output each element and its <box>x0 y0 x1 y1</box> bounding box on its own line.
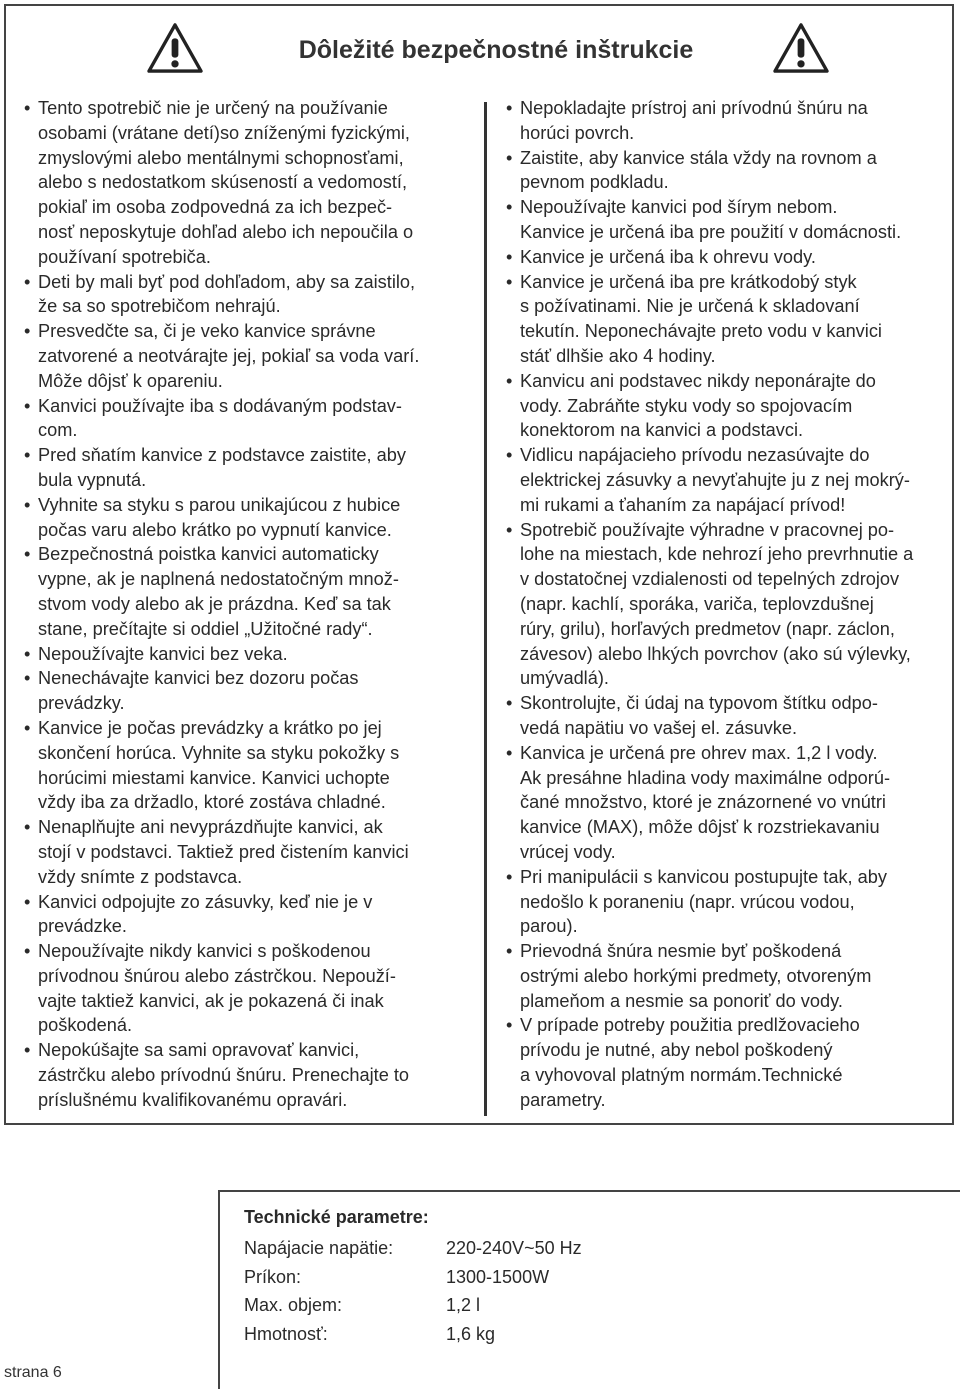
tech-param-row <box>244 1295 582 1324</box>
instruction-text: Tento spotrebič nie je určený na používanie osobami (vrátane detí)so zníženými fyzickými, zmyslovými alebo mentálnymi schopnosťami, alebo s nedostatkom skúseností a vedomostí, pokiaľ im osoba zodpovedná za ich bezpeč- nosť neposkytuje dohľad alebo ich nepoučila o používaní spotrebiča. <box>38 98 414 267</box>
instruction-text: Kanvici odpojujte zo zásuvky, keď nie je v prevádzke. <box>38 891 373 937</box>
instruction-text: Zaistite, aby kanvice stála vždy na rovnom a pevnom podkladu. <box>520 147 877 193</box>
warning-triangle-icon <box>772 22 830 74</box>
instruction-item <box>504 195 952 245</box>
instruction-item <box>504 443 952 517</box>
instruction-text: Presvedčte sa, či je veko kanvice správne zatvorené a neotvárajte jej, pokiaľ sa voda varí. Môže dôjsť k opareniu. <box>38 321 420 391</box>
instruction-text: Spotrebič používajte výhradne v pracovnej po- lohe na miestach, kde nehrozí jeho prevrhnutie a v dostatočnej vzdialenosti od tepelných zdrojov (napr. kachlí, sporáka, variča, teplovzdušnej rúry, grilu), horľavých predmetov (napr. záclon, závesov) alebo lhkých povrchov (ako sú výlevky, umývadlá). <box>520 519 914 689</box>
bullet-icon: • <box>506 742 513 763</box>
instruction-text: Pri manipulácii s kanvicou postupujte tak, aby nedošlo k poraneniu (napr. vrúcou vodou, parou). <box>520 866 887 937</box>
instruction-item <box>504 741 952 865</box>
instruction-item <box>504 691 952 741</box>
instruction-item <box>504 245 952 270</box>
bullet-icon: • <box>506 693 513 714</box>
page-title: Dôležité bezpečnostné inštrukcie <box>298 36 694 64</box>
bullet-icon: • <box>24 98 31 118</box>
instruction-item <box>504 369 952 443</box>
tech-params-table <box>244 1238 582 1352</box>
tech-params-title: Technické parametre: <box>244 1207 429 1227</box>
instruction-text: Nepoužívajte kanvici bez veka. <box>38 643 288 664</box>
bullet-icon: • <box>24 717 31 738</box>
tech-param-label: Max. objem: <box>244 1295 343 1315</box>
bullet-icon: • <box>506 519 513 540</box>
bullet-icon: • <box>24 321 31 342</box>
instruction-item <box>22 1038 470 1112</box>
instruction-text: Kanvice je určená iba k ohrevu vody. <box>520 246 816 267</box>
bullet-icon: • <box>506 271 513 292</box>
tech-param-row <box>244 1267 582 1296</box>
instruction-text: Nenaplňujte ani nevyprázdňujte kanvici, ak stojí v podstavci. Taktiež pred čistením kanvici vždy snímte z podstavca. <box>38 817 409 887</box>
bullet-icon: • <box>506 866 513 887</box>
bullet-icon: • <box>24 817 31 838</box>
instruction-item <box>22 96 470 270</box>
instruction-item <box>22 666 470 716</box>
instruction-item <box>504 518 952 692</box>
instruction-text: Vyhnite sa styku s parou unikajúcou z hubice počas varu alebo krátko po vypnutí kanvice. <box>38 494 401 540</box>
instruction-item <box>22 815 470 889</box>
right-instruction-list <box>504 96 952 1113</box>
tech-param-row <box>244 1324 582 1353</box>
bullet-icon: • <box>24 445 31 466</box>
page-number: strana 6 <box>4 1364 62 1381</box>
bullet-icon: • <box>506 197 513 218</box>
tech-param-row <box>244 1238 582 1267</box>
bullet-icon: • <box>506 370 513 391</box>
instruction-item <box>504 865 952 939</box>
tech-param-label: Príkon: <box>244 1266 302 1287</box>
bullet-icon: • <box>24 544 31 565</box>
instruction-item <box>22 542 470 641</box>
instruction-item <box>22 394 470 444</box>
instruction-item <box>504 1013 952 1112</box>
bullet-icon: • <box>506 147 513 168</box>
instruction-item <box>22 493 470 543</box>
tech-param-value: 1300-1500W <box>446 1266 550 1287</box>
bullet-icon: • <box>506 246 513 267</box>
instruction-text: Nenechávajte kanvici bez dozoru počas prevádzky. <box>38 668 359 714</box>
warning-triangle-icon <box>146 22 204 74</box>
instruction-item <box>504 939 952 1013</box>
instruction-item <box>22 939 470 1038</box>
bullet-icon: • <box>506 1015 513 1036</box>
bullet-icon: • <box>24 271 31 292</box>
bullet-icon: • <box>506 98 513 118</box>
instruction-text: Vidlicu napájacieho prívodu nezasúvajte do elektrickej zásuvky a nevyťahujte ju z nej mokrý- mi rukami a ťahaním za napájací prívod! <box>520 445 910 515</box>
instruction-item <box>504 96 952 146</box>
bullet-icon: • <box>506 941 513 962</box>
tech-param-label: Napájacie napätie: <box>244 1238 394 1258</box>
instruction-item <box>504 270 952 369</box>
instruction-text: Kanvice je počas prevádzky a krátko po jej skončení horúca. Vyhnite sa styku pokožky s horúcimi miestami kanvice. Kanvici uchopte vždy iba za držadlo, ktoré zostáva chladné. <box>38 717 400 813</box>
tech-param-label: Hmotnosť: <box>244 1323 328 1344</box>
technical-parameters-box <box>218 1190 960 1389</box>
instruction-text: Nepoužívajte kanvici pod šírym nebom. Kanvice je určená iba pre použití v domácnosti. <box>520 197 902 242</box>
instruction-item <box>22 642 470 667</box>
column-divider <box>484 102 487 1116</box>
instruction-text: Kanvice je určená iba pre krátkodobý styk s požívatinami. Nie je určená k skladovaní tekutín. Neponechávajte preto vodu v kanvici stáť dlhšie ako 4 hodiny. <box>520 271 882 366</box>
bullet-icon: • <box>24 668 31 689</box>
instruction-item <box>22 443 470 493</box>
instruction-text: Prievodná šnúra nesmie byť poškodená ostrými alebo horkými predmety, otvoreným plameňom a nesmie sa ponoriť do vody. <box>520 941 872 1011</box>
safety-instructions-box <box>4 4 954 1125</box>
bullet-icon: • <box>24 941 31 962</box>
instruction-text: V prípade potreby použitia predlžovacieho prívodu je nutné, aby nebol poškodený a vyhovoval platným normám.Technické parametry. <box>520 1015 860 1110</box>
instruction-item <box>504 146 952 196</box>
instruction-item <box>22 319 470 393</box>
instruction-text: Kanvicu ani podstavec nikdy neponárajte do vody. Zabráňte styku vody so spojovacím konektorom na kanvici a podstavci. <box>520 370 876 441</box>
instruction-item <box>22 716 470 815</box>
instruction-text: Nepokúšajte sa sami opravovať kanvici, zástrčku alebo prívodnú šnúru. Prenechajte to príslušnému kvalifikovanému opravári. <box>38 1040 410 1110</box>
bullet-icon: • <box>24 643 31 664</box>
bullet-icon: • <box>24 891 31 912</box>
left-instruction-list <box>22 96 470 1113</box>
instruction-text: Nepoužívajte nikdy kanvici s poškodenou prívodnou šnúrou alebo zástrčkou. Nepouží- vajte taktiež kanvici, ak je pokazená či inak poškodená. <box>38 941 396 1036</box>
tech-param-value: 220-240V~50 Hz <box>446 1238 582 1258</box>
instruction-text: Nepokladajte prístroj ani prívodnú šnúru na horúci povrch. <box>520 98 868 143</box>
instruction-text: Deti by mali byť pod dohľadom, aby sa zaistilo, že sa so spotrebičom nehrajú. <box>38 271 416 317</box>
bullet-icon: • <box>506 445 513 466</box>
instruction-text: Skontrolujte, či údaj na typovom štítku odpo- vedá napätiu vo vašej el. zásuvke. <box>520 693 878 738</box>
tech-param-value: 1,6 kg <box>446 1323 496 1344</box>
instruction-text: Pred sňatím kanvice z podstavce zaistite, aby bula vypnutá. <box>38 445 406 490</box>
instruction-item <box>22 270 470 320</box>
instruction-text: Kanvica je určená pre ohrev max. 1,2 l vody. Ak presáhne hladina vody maximálne odporú- čané množstvo, ktoré je znázornené vo vnútri kanvice (MAX), môže dôjsť k rozstriekavaniu vrúcej vody. <box>520 742 891 862</box>
bullet-icon: • <box>24 494 31 515</box>
bullet-icon: • <box>24 395 31 416</box>
instruction-text: Bezpečnostná poistka kanvici automaticky vypne, ak je naplnená nedostatočným množ- stvom vody alebo ak je prázdna. Keď sa tak stane, prečítajte si oddiel „Užitočné rady“. <box>38 544 399 639</box>
tech-param-value: 1,2 l <box>446 1295 481 1315</box>
instruction-text: Kanvici používajte iba s dodávaným podstav- com. <box>38 395 402 441</box>
bullet-icon: • <box>24 1040 31 1061</box>
instruction-item <box>22 890 470 940</box>
